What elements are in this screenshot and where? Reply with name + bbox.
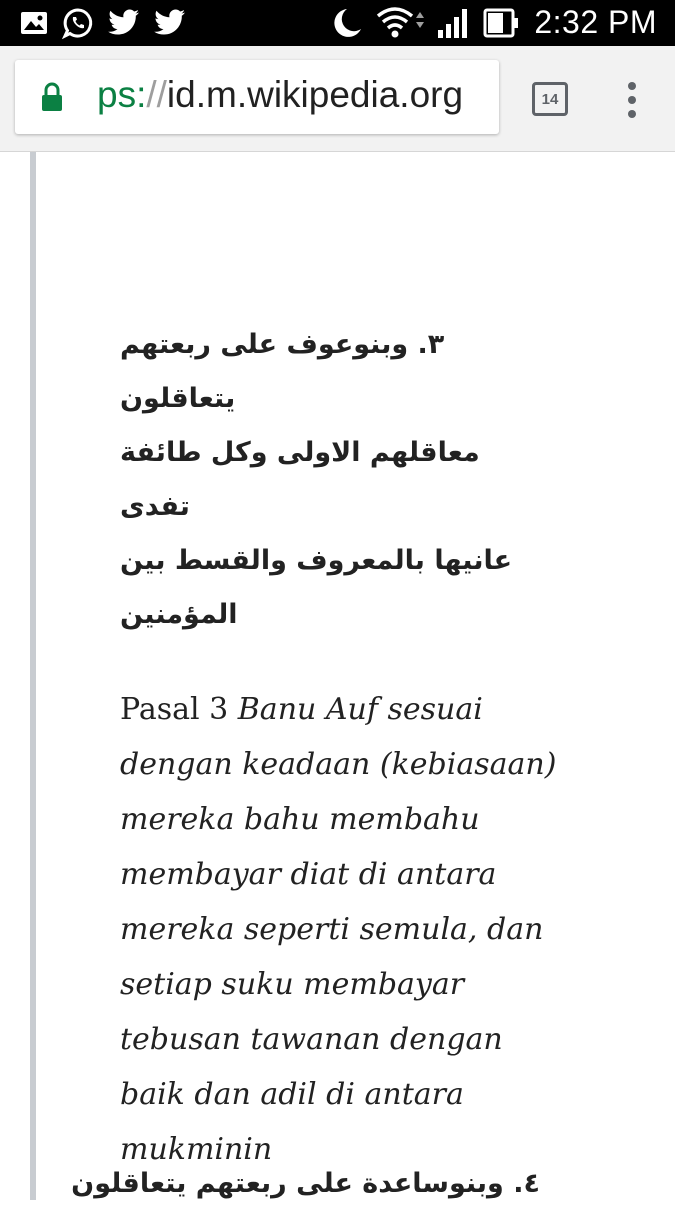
translation-line-text: mukminin (120, 1132, 273, 1167)
address-bar[interactable] (15, 60, 499, 134)
clock: 2:32 PM (534, 4, 657, 40)
translation-line-text: mereka seperti semula, dan (120, 912, 544, 947)
twitter-icon (108, 9, 140, 36)
menu-dot (628, 110, 636, 118)
translation-line (120, 792, 590, 847)
overflow-menu-button[interactable] (620, 80, 644, 120)
translation-text (120, 682, 590, 1177)
translation-line-text: Banu Auf sesuai (237, 692, 483, 727)
translation-line-text: dengan keadaan (kebiasaan) (120, 747, 557, 782)
translation-line (120, 737, 590, 792)
translation-line-text: membayar diat di antara (120, 857, 497, 892)
article-content (0, 152, 675, 1200)
whatsapp-icon (62, 7, 94, 39)
arabic-line: عانيها بالمعروف والقسط بين (120, 545, 513, 576)
next-arabic-text: ٤. وبنوساعدة على ربعتهم يتعاقلون (71, 1168, 540, 1199)
arabic-line: المؤمنين (120, 599, 238, 630)
translation-line-text: setiap suku membayar (120, 967, 465, 1002)
twitter-icon (154, 9, 186, 36)
arabic-line: معاقلهم الاولى وكل طائفة تفدى (120, 437, 480, 522)
blockquote-border (30, 152, 36, 1200)
translation-line-text: mereka bahu membahu (120, 802, 480, 837)
battery-icon (483, 8, 519, 38)
menu-dot (628, 96, 636, 104)
url-text[interactable] (97, 74, 463, 116)
tab-switcher-button[interactable] (532, 82, 568, 116)
browser-toolbar (0, 46, 675, 152)
arabic-line: ٣. وبنوعوف على ربعتهم يتعاقلون (120, 329, 445, 414)
translation-line (120, 1067, 590, 1122)
translation-line (120, 1012, 590, 1067)
translation-line-text: tebusan tawanan dengan (120, 1022, 503, 1057)
translation-line (120, 902, 590, 957)
moon-icon (333, 7, 363, 39)
translation-line (120, 957, 590, 1012)
translation-line (120, 847, 590, 902)
pasal-label: Pasal 3 (120, 692, 238, 727)
url-host: id.m.wikipedia.org (166, 74, 464, 115)
signal-icon (437, 8, 473, 38)
arabic-text (120, 318, 540, 642)
url-separator: // (146, 74, 167, 115)
status-bar (0, 0, 675, 46)
menu-dot (628, 82, 636, 90)
url-scheme: ps: (97, 74, 147, 115)
tab-count: 14 (541, 90, 559, 108)
wifi-icon (376, 6, 428, 40)
lock-icon (41, 82, 63, 112)
translation-line (120, 682, 590, 737)
translation-line-text: baik dan adil di antara (120, 1077, 464, 1112)
gallery-icon (20, 11, 48, 35)
